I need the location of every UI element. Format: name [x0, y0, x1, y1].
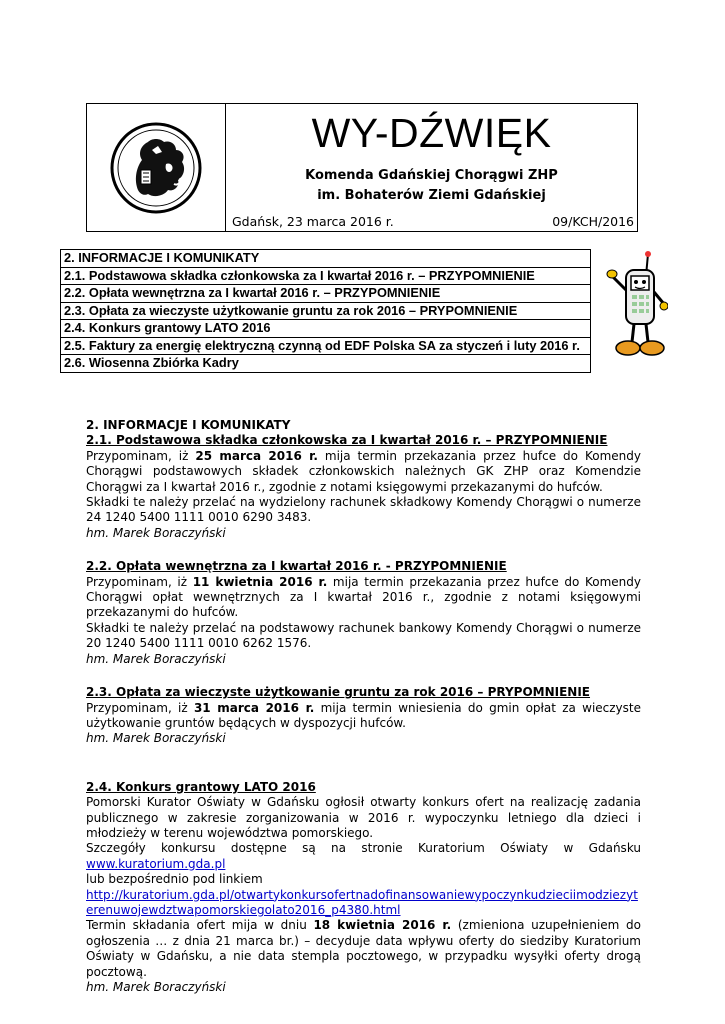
section-heading: 2.4. Konkurs grantowy LATO 2016 — [86, 779, 316, 794]
paragraph — [86, 888, 641, 919]
toc-item[interactable]: 2.6. Wiosenna Zbiórka Kadry — [64, 355, 239, 370]
paragraph: Przypominam, iż 11 kwietnia 2016 r. mija termin przekazania przez hufce do Komendy Chorągwi opłat wewnętrznych za I kwartał 2016 r., zgodnie z notami księgowymi przekazanymi do hufców. — [86, 574, 641, 620]
signature: hm. Marek Boraczyński — [86, 525, 226, 540]
section-heading: 2.2. Opłata wewnętrzna za I kwartał 2016 r. - PRZYPOMNIENIE — [86, 559, 507, 574]
paragraph: Termin składania ofert mija w dniu 18 kwietnia 2016 r. (zmieniona uzupełnieniem do ogłoszenia … z dnia 21 marca br.) – decyduje data wpływu oferty do siedziby Kuratorium Oświaty w Gdańsku, a nie data stempla pocztowego, w przypadku wysyłki oferty drogą pocztową. — [86, 918, 641, 979]
section-title: 2. INFORMACJE I KOMUNIKATY — [86, 418, 291, 432]
table-of-contents — [60, 249, 591, 373]
toc-item[interactable]: 2. INFORMACJE I KOMUNIKATY — [61, 250, 590, 268]
newsletter-body — [86, 418, 641, 995]
kuratorium-link[interactable]: www.kuratorium.gda.pl — [86, 856, 226, 871]
paragraph: Składki te należy przelać na podstawowy rachunek bankowy Komendy Chorągwi o numerze 20 1240 5400 1111 0010 6262 1576. — [86, 620, 641, 651]
logo-cell — [87, 104, 226, 231]
toc-item[interactable]: 2.5. Faktury za energię elektryczną czynną od EDF Polska SA za styczeń i luty 2016 r. — [61, 338, 590, 356]
signature: hm. Marek Boraczyński — [86, 731, 226, 746]
issue-number: 09/KCH/2016 — [552, 214, 634, 229]
header-box — [86, 103, 638, 232]
signature: hm. Marek Boraczyński — [86, 980, 226, 994]
paragraph: Pomorski Kurator Oświaty w Gdańsku ogłosił otwarty konkurs ofert na realizację zadania publicznego w zakresie zorganizowania w 2016 r. wypoczynku letniego dla dzieci i młodzieży w terenu województwa pomorskiego. — [86, 795, 641, 840]
toc-item[interactable]: 2.1. Podstawowa składka członkowska za I kwartał 2016 r. – PRZYPOMNIENIE — [61, 268, 590, 286]
toc-item[interactable]: 2.3. Opłata za wieczyste użytkowanie gruntu za rok 2016 – PRYPOMNIENIE — [61, 303, 590, 321]
title-cell — [226, 104, 637, 231]
paragraph: Przypominam, iż 25 marca 2016 r. mija termin przekazania przez hufce do Komendy Chorągwi podstawowych składek członkowskich należnych GK ZHP oraz Komendzie Chorągwi za I kwartał 2016 r., zgodnie z notami księgowymi przekazanymi do hufców. — [86, 448, 641, 494]
griffin-logo-icon — [108, 120, 204, 216]
paragraph: lub bezpośrednio pod linkiem — [86, 872, 263, 887]
org-name: Komenda Gdańskiej Chorągwi ZHP — [305, 168, 558, 183]
toc-item[interactable]: 2.4. Konkurs grantowy LATO 2016 — [61, 320, 590, 338]
signature: hm. Marek Boraczyński — [86, 651, 226, 666]
paragraph: Szczegóły konkursu dostępne są na stronie Kuratorium Oświaty w Gdańsku www.kuratorium.gda.pl — [86, 841, 641, 871]
phone-mascot-icon — [606, 250, 668, 362]
section-heading: 2.3. Opłata za wieczyste użytkowanie gruntu za rok 2016 – PRYPOMNIENIE — [86, 685, 591, 700]
section-heading: 2.1. Podstawowa składka członkowska za I kwartał 2016 r. – PRZYPOMNIENIE — [86, 433, 608, 448]
paragraph: Przypominam, iż 31 marca 2016 r. mija termin wniesienia do gmin opłat za wieczyste użytkowanie gruntów będących w dyspozycji hufców. — [86, 700, 642, 730]
contest-details-link[interactable]: http://kuratorium.gda.pl/otwartykonkursofertnadofinansowaniewypoczynkudzieciimodziezyterenuwojewdztwapomorskiegolato2016_p4380.html — [86, 887, 638, 917]
toc-item[interactable]: 2.2. Opłata wewnętrzna za I kwartał 2016 r. – PRZYPOMNIENIE — [61, 285, 590, 303]
org-patron: im. Bohaterów Ziemi Gdańskiej — [317, 188, 546, 203]
newsletter-title: WY-DŹWIĘK — [311, 110, 552, 156]
issue-date: Gdańsk, 23 marca 2016 r. — [232, 214, 394, 229]
paragraph: Składki te należy przelać na wydzielony rachunek składkowy Komendy Chorągwi o numerze 24 1240 5400 1111 0010 6290 3483. — [86, 495, 641, 525]
